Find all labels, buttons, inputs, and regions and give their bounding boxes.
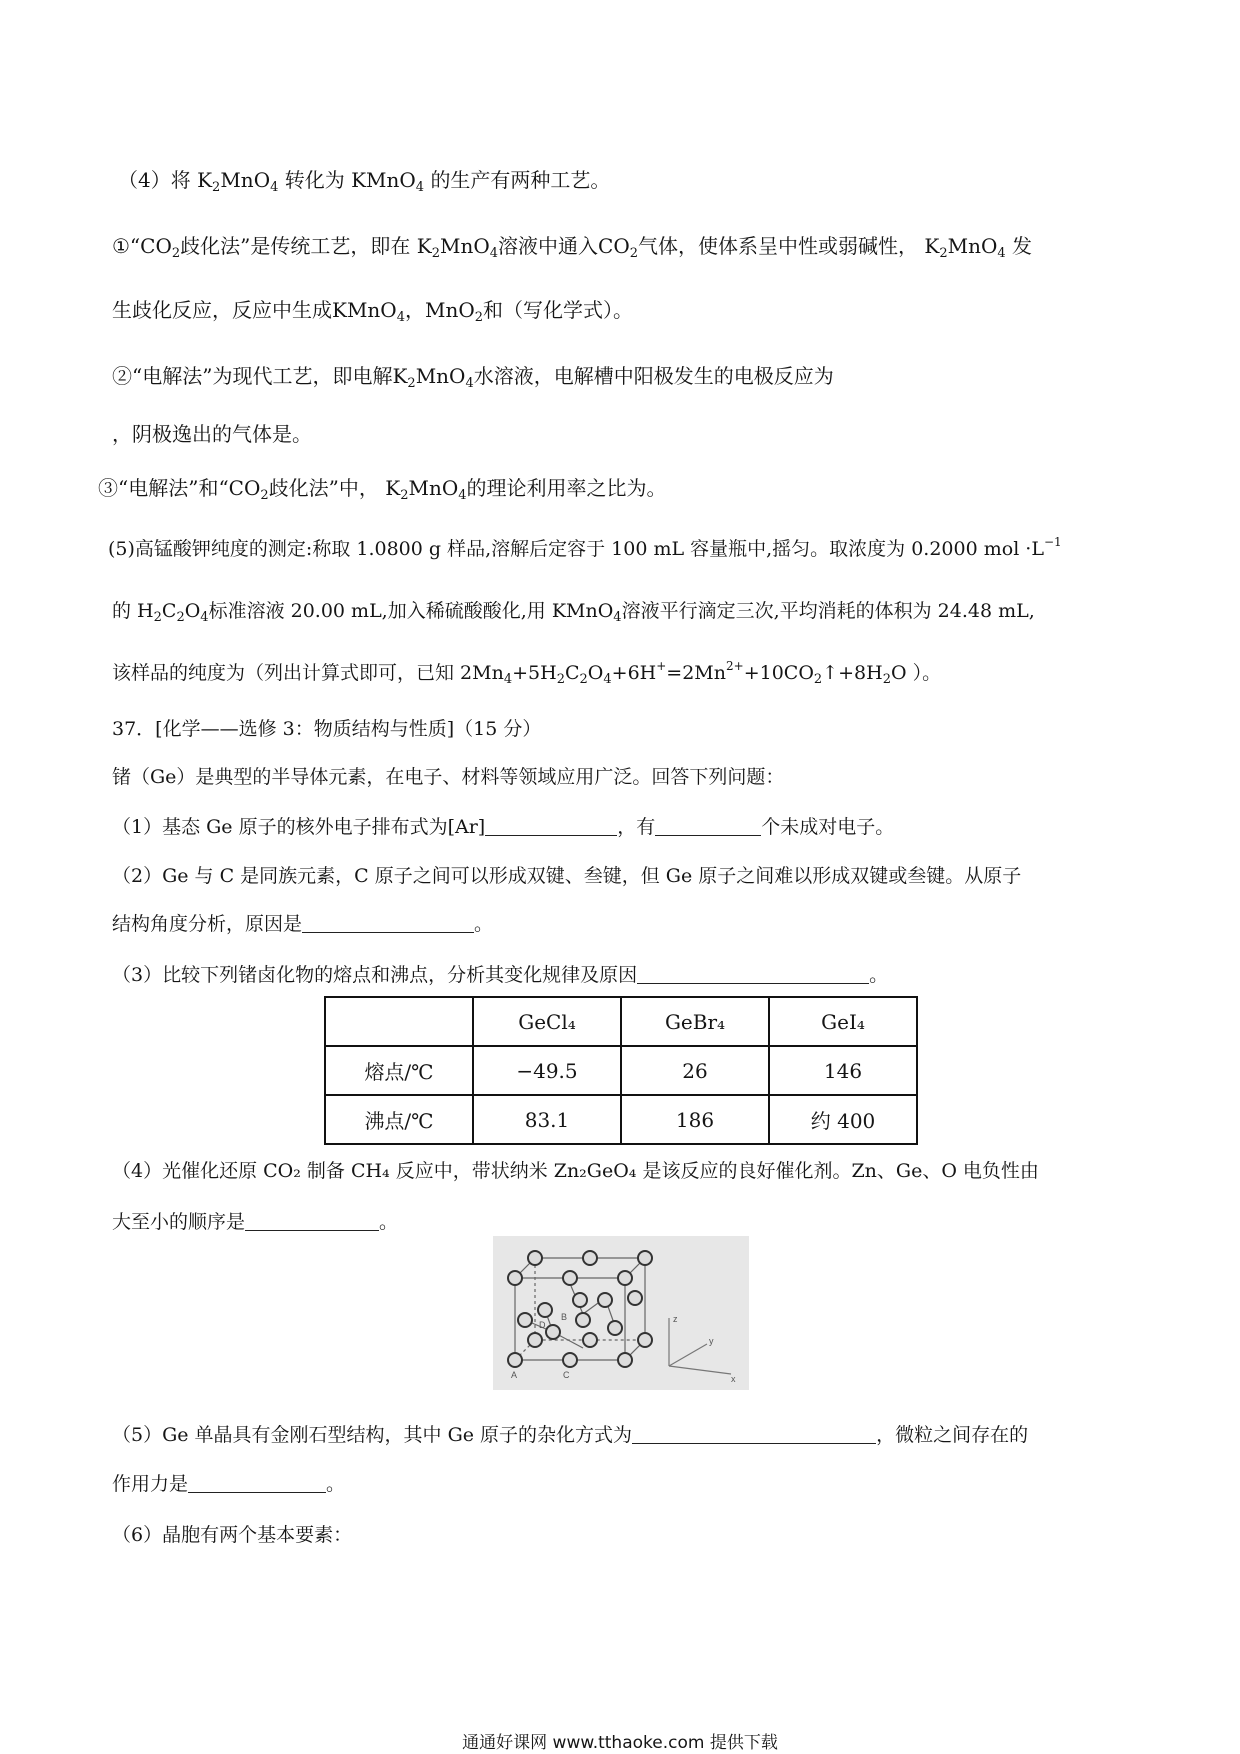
atom <box>576 1313 590 1327</box>
answer-blank <box>302 912 474 933</box>
crystal-svg <box>493 1236 749 1390</box>
answer-blank <box>245 1210 379 1231</box>
label-a: A <box>511 1370 518 1380</box>
atom <box>598 1293 612 1307</box>
answer-blank <box>637 963 869 984</box>
formula-kmno4: KMnO$_4$ <box>351 168 425 195</box>
table-cell: GeI₄ <box>769 997 917 1046</box>
table-row <box>325 1046 917 1095</box>
atom <box>563 1271 577 1285</box>
table-row <box>325 1095 917 1144</box>
table-cell: 沸点/℃ <box>325 1095 473 1144</box>
table-cell: 熔点/℃ <box>325 1046 473 1095</box>
table-cell: GeCl₄ <box>473 997 621 1046</box>
q37-s3: （3）比较下列锗卤化物的熔点和沸点，分析其变化规律及原因 。 <box>112 964 889 986</box>
atom <box>546 1325 560 1339</box>
answer-blank <box>188 1472 326 1493</box>
atoms <box>508 1251 652 1367</box>
table-cell: 83.1 <box>473 1095 621 1144</box>
atom <box>508 1271 522 1285</box>
answer-blank <box>655 815 761 836</box>
q4-part3: ③“电解法”和“$CO_2$歧化法”中， $K_2MnO_4$的理论利用率之比为。 <box>98 476 667 503</box>
label-z: z <box>673 1314 678 1324</box>
axes <box>669 1318 731 1374</box>
q5-line1: (5)高锰酸钾纯度的测定:称取 1.0800 g 样品,溶解后定容于 100 mL 容量瓶中,摇匀。取浓度为 0.2000 mol $\cdot L^{-1}$ <box>108 535 1062 560</box>
answer-blank <box>632 1423 876 1444</box>
formula-k2mno4: $K_2MnO_4$ <box>197 168 279 195</box>
atom <box>563 1353 577 1367</box>
q37-s4-line2: 大至小的顺序是 。 <box>112 1211 399 1233</box>
label-c: C <box>563 1370 570 1380</box>
table-cell: −49.5 <box>473 1046 621 1095</box>
table-cell: 186 <box>621 1095 769 1144</box>
table-cell: 146 <box>769 1046 917 1095</box>
q37-s2-line2: 结构角度分析，原因是 。 <box>112 913 494 935</box>
q37-s6: （6）晶胞有两个基本要素： <box>112 1524 353 1546</box>
table-cell: 约 400 <box>769 1095 917 1144</box>
crystal-cell-figure <box>493 1236 749 1390</box>
label-y: y <box>709 1336 714 1346</box>
q4-part1-line2: 生歧化反应，反应中生成KMnO$_4$，MnO$_2$和（写化学式）。 <box>112 298 634 325</box>
atom <box>638 1251 652 1265</box>
atom <box>583 1251 597 1265</box>
atom <box>583 1333 597 1347</box>
label-b: B <box>561 1312 568 1322</box>
table-cell <box>325 997 473 1046</box>
atom <box>528 1333 542 1347</box>
q37-title: 37．[化学——选修 3：物质结构与性质]（15 分） <box>112 718 542 740</box>
q4-part2-line1: ②“电解法”为现代工艺，即电解$K_2MnO_4$水溶液，电解槽中阳极发生的电极反应为 <box>112 364 834 391</box>
atom <box>528 1251 542 1265</box>
atom <box>638 1333 652 1347</box>
halide-table <box>324 996 918 1145</box>
atom <box>573 1293 587 1307</box>
table-cell: GeBr₄ <box>621 997 769 1046</box>
q37-s5-line1: （5）Ge 单晶具有金刚石型结构，其中 Ge 原子的杂化方式为 ，微粒之间存在的 <box>112 1424 1029 1446</box>
label-x: x <box>731 1374 736 1384</box>
q4-intro: （4）将 $K_2MnO_4$ 转化为 KMnO$_4$ 的生产有两种工艺。 <box>118 168 611 195</box>
atom <box>618 1271 632 1285</box>
q37-intro: 锗（Ge）是典型的半导体元素，在电子、材料等领域应用广泛。回答下列问题： <box>112 766 785 788</box>
q4-part1-line1: $①“CO_2$歧化法”是传统工艺，即在 $K_2MnO_4$溶液中通入$CO_2$气体，使体系呈中性或弱碱性， $K_2MnO_4$ 发 <box>112 234 1032 261</box>
q37-s1: （1）基态 Ge 原子的核外电子排布式为[Ar] ，有 个未成对电子。 <box>112 816 895 838</box>
q37-s2-line1: （2）Ge 与 C 是同族元素，C 原子之间可以形成双键、叁键，但 Ge 原子之间难以形成双键或叁键。从原子 <box>112 865 1022 887</box>
q37-s5-line2: 作用力是 。 <box>112 1473 346 1495</box>
q5-line2: 的 $H_2C_2O_4$标准溶液 20.00 mL,加入稀硫酸酸化,用 KMnO$_4$溶液平行滴定三次,平均消耗的体积为 24.48 mL, <box>112 600 1035 625</box>
label-d: D <box>539 1320 546 1330</box>
page-footer: 通通好课网 www.tthaoke.com 提供下载 <box>462 1733 778 1753</box>
atom <box>538 1303 552 1317</box>
atom <box>628 1291 642 1305</box>
q4-part2-line2: ，阴极逸出的气体是。 <box>112 422 312 446</box>
atom <box>608 1321 622 1335</box>
atom <box>618 1353 632 1367</box>
q5-line3: 该样品的纯度为（列出计算式即可，已知 $2Mn_4+5H_2C_2O_4+6H^+=2Mn^{2+}+10CO_2↑+8H_2O$ ）。 <box>112 659 942 687</box>
atom <box>518 1313 532 1327</box>
answer-blank <box>485 815 617 836</box>
q37-s4-line1: （4）光催化还原 CO₂ 制备 CH₄ 反应中，带状纳米 Zn₂GeO₄ 是该反应的良好催化剂。Zn、Ge、O 电负性由 <box>112 1160 1039 1182</box>
table-header-row <box>325 997 917 1046</box>
table-cell: 26 <box>621 1046 769 1095</box>
atom <box>508 1353 522 1367</box>
